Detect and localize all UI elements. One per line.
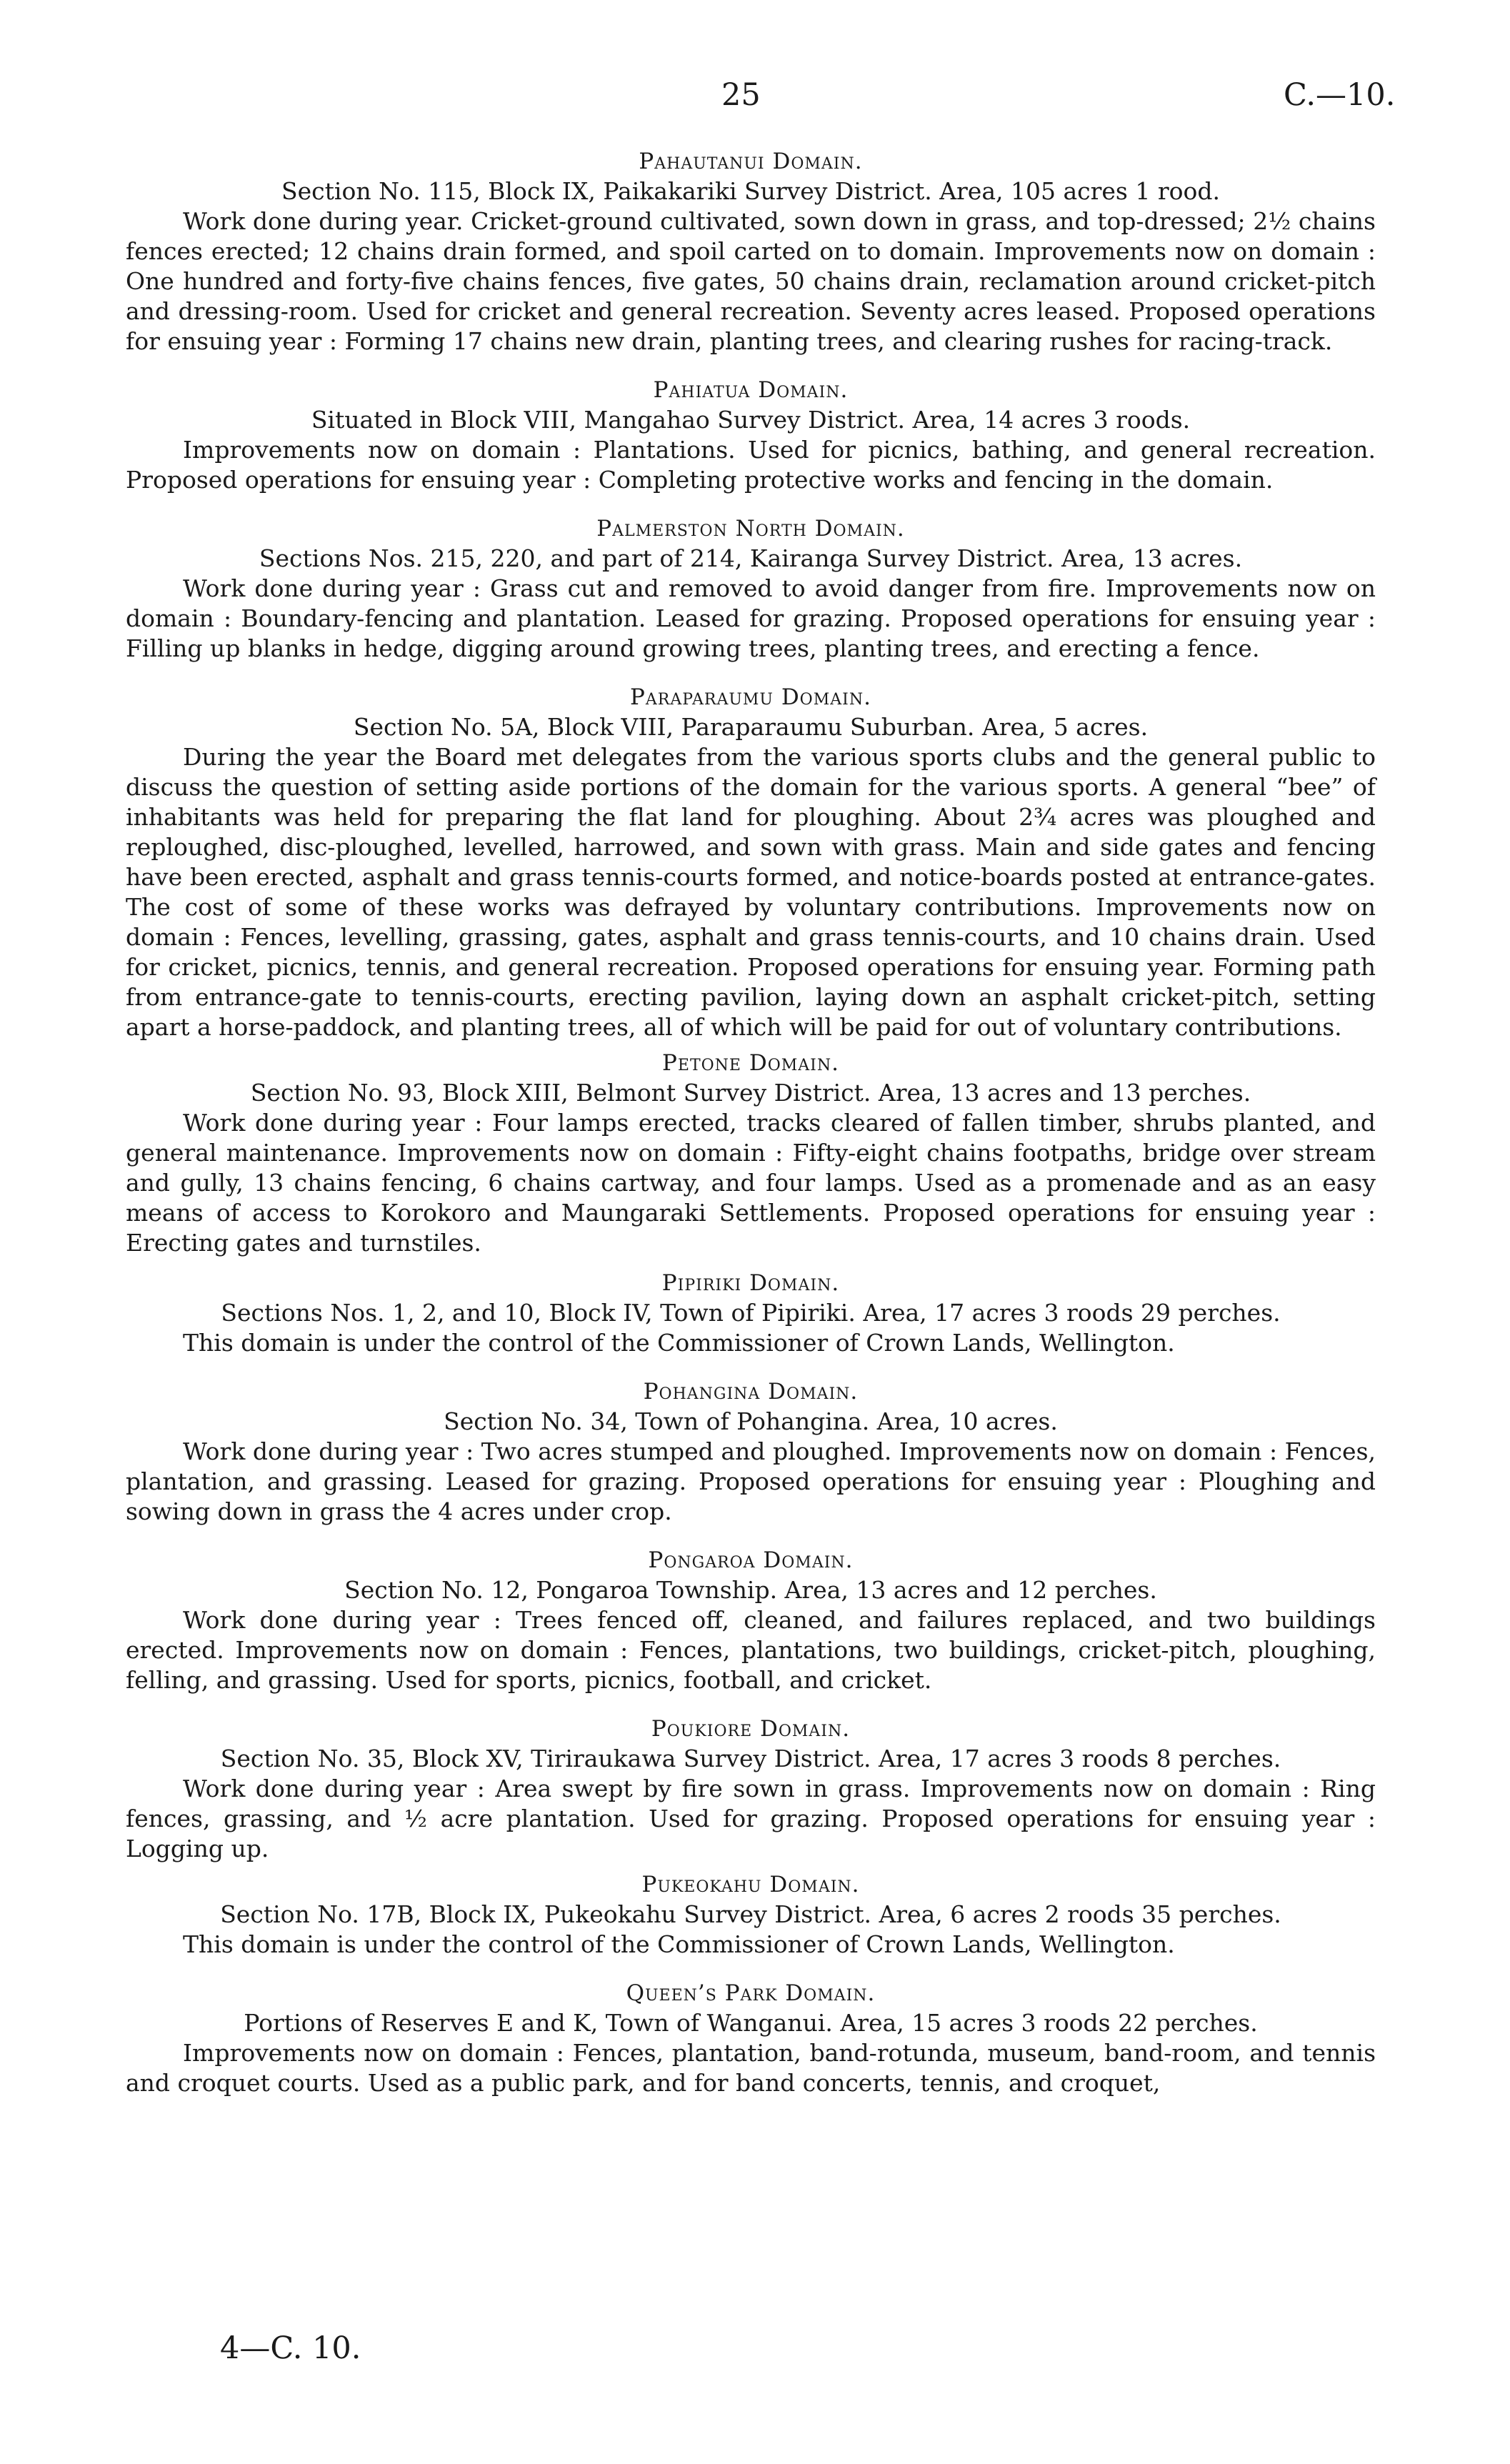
section-body: This domain is under the control of the Commissioner of Crown Lands, Wellington. [183,1930,1175,1958]
page-header [0,77,1510,120]
section-body: Work done during year : Grass cut and removed to avoid danger from fire. Improvements now on domain : Boundary-fencing and plantation. Leased for grazing. Proposed operations for ensuing year : Filling up blanks in hedge, digging around growing trees, planting trees, and erecting a fence. [126,574,1376,662]
section-body: Work done during year : Area swept by fire sown in grass. Improvements now on domain : Ring fences, grassing, and ½ acre plantation. Used for grazing. Proposed operations for ensuing year : Logging up. [126,1775,1376,1862]
report-reference: C.—10. [1284,77,1396,113]
section-location: Section No. 34, Town of Pohangina. Area, 10 acres. [444,1407,1058,1435]
section-paraparaumu-domain [126,682,1376,1042]
section-body: Work done during year : Two acres stumped and ploughed. Improvements now on domain : Fences, plantation, and grassing. Leased for grazing. Proposed operations for ensuing year : Ploughing and sowing down in grass the 4 acres under crop. [126,1437,1376,1525]
section-body: Improvements now on domain : Fences, plantation, band-rotunda, museum, band-room, and tennis and croquet courts. Used as a public park, and for band concerts, tennis, and croquet, [126,2039,1376,2097]
section-location: Section No. 115, Block IX, Paikakariki Survey District. Area, 105 acres 1 rood. [281,177,1220,205]
section-location: Section No. 12, Pongaroa Township. Area, 13 acres and 12 perches. [344,1576,1157,1604]
document-body [126,146,1376,2098]
section-location: Section No. 93, Block XIII, Belmont Survey District. Area, 13 acres and 13 perches. [250,1079,1251,1107]
section-body: Work done during year : Trees fenced off, cleaned, and failures replaced, and two buildings erected. Improvements now on domain : Fences, plantations, two buildings, cricket-pitch, ploughing, felling, and grassing. Used for sports, picnics, football, and cricket. [126,1606,1376,1694]
section-location: Portions of Reserves E and K, Town of Wanganui. Area, 15 acres 3 roods 22 perches. [244,2009,1258,2037]
section-body: Work done during year : Four lamps erected, tracks cleared of fallen timber, shrubs planted, and general maintenance. Improvements now on domain : Fifty-eight chains footpaths, bridge over stream and gully, 13 chains fencing, 6 chains cartway, and four lamps. Used as a promenade and as an easy means of access to Korokoro and Maungaraki Settlements. Proposed operations for ensuing year : Erecting gates and turnstiles. [126,1109,1376,1257]
page-number: 25 [721,77,761,113]
section-body: Improvements now on domain : Plantations. Used for picnics, bathing, and general recreation. Proposed operations for ensuing year : Completing protective works and fencing in the domain. [126,436,1376,494]
section-title: Pahiatua Domain. [653,377,849,403]
section-title: Paraparaumu Domain. [630,684,871,710]
section-pahautanui-domain [126,146,1376,356]
section-location: Situated in Block VIII, Mangahao Survey District. Area, 14 acres 3 roods. [311,406,1191,434]
section-location: Sections Nos. 215, 220, and part of 214, Kairanga Survey District. Area, 13 acres. [259,544,1243,572]
section-pongaroa-domain [126,1545,1376,1695]
section-location: Section No. 35, Block XV, Tiriraukawa Survey District. Area, 17 acres 3 roods 8 perches. [220,1745,1281,1772]
section-location: Sections Nos. 1, 2, and 10, Block IV, Town of Pipiriki. Area, 17 acres 3 roods 29 perches. [221,1299,1281,1327]
section-petone-domain [126,1048,1376,1258]
section-body: This domain is under the control of the Commissioner of Crown Lands, Wellington. [183,1329,1175,1357]
section-title: Pohangina Domain. [643,1379,859,1405]
section-pukeokahu-domain [126,1870,1376,1960]
section-title: Palmerston North Domain. [596,516,905,542]
section-pipiriki-domain [126,1268,1376,1358]
section-pahiatua-domain [126,375,1376,495]
section-title: Pukeokahu Domain. [641,1872,860,1897]
section-title: Poukiore Domain. [651,1716,851,1742]
section-title: Pahautanui Domain. [639,149,863,174]
section-pohangina-domain [126,1377,1376,1527]
section-location: Section No. 17B, Block IX, Pukeokahu Survey District. Area, 6 acres 2 roods 35 perches. [220,1900,1281,1928]
section-title: Queen’s Park Domain. [626,1980,876,2006]
section-palmerston-north-domain [126,514,1376,664]
footer-reference: 4—C. 10. [220,2330,361,2366]
section-title: Petone Domain. [662,1050,839,1076]
section-location: Section No. 5A, Block VIII, Paraparaumu Suburban. Area, 5 acres. [353,713,1149,741]
section-body: During the year the Board met delegates from the various sports clubs and the general public to discuss the question of setting aside portions of the domain for the various sports. A general “bee” of inhabitants was held for preparing the flat land for ploughing. About 2¾ acres was ploughed and reploughed, disc-ploughed, levelled, harrowed, and sown with grass. Main and side gates and fencing have been erected, asphalt and grass tennis-courts formed, and notice-boards posted at entrance-gates. The cost of some of these works was defrayed by voluntary contributions. Improvements now on domain : Fences, levelling, grassing, gates, asphalt and grass tennis-courts, and 10 chains drain. Used for cricket, picnics, tennis, and general recreation. Proposed operations for ensuing year. Forming path from entrance-gate to tennis-courts, erecting pavilion, laying down an asphalt cricket-pitch, setting apart a horse-paddock, and planting trees, all of which will be paid for out of voluntary contributions. [126,743,1376,1041]
section-queens-park-domain [126,1978,1376,2098]
section-poukiore-domain [126,1714,1376,1864]
section-title: Pongaroa Domain. [648,1547,854,1573]
section-title: Pipiriki Domain. [661,1270,840,1296]
section-body: Work done during year. Cricket-ground cultivated, sown down in grass, and top-dressed; 2½ chains fences erected; 12 chains drain formed, and spoil carted on to domain. Improvements now on domain : One hundred and forty-five chains fences, five gates, 50 chains drain, reclamation around cricket-pitch and dressing-room. Used for cricket and general recreation. Seventy acres leased. Proposed operations for ensuing year : Forming 17 chains new drain, planting trees, and clearing rushes for racing-track. [126,207,1376,355]
